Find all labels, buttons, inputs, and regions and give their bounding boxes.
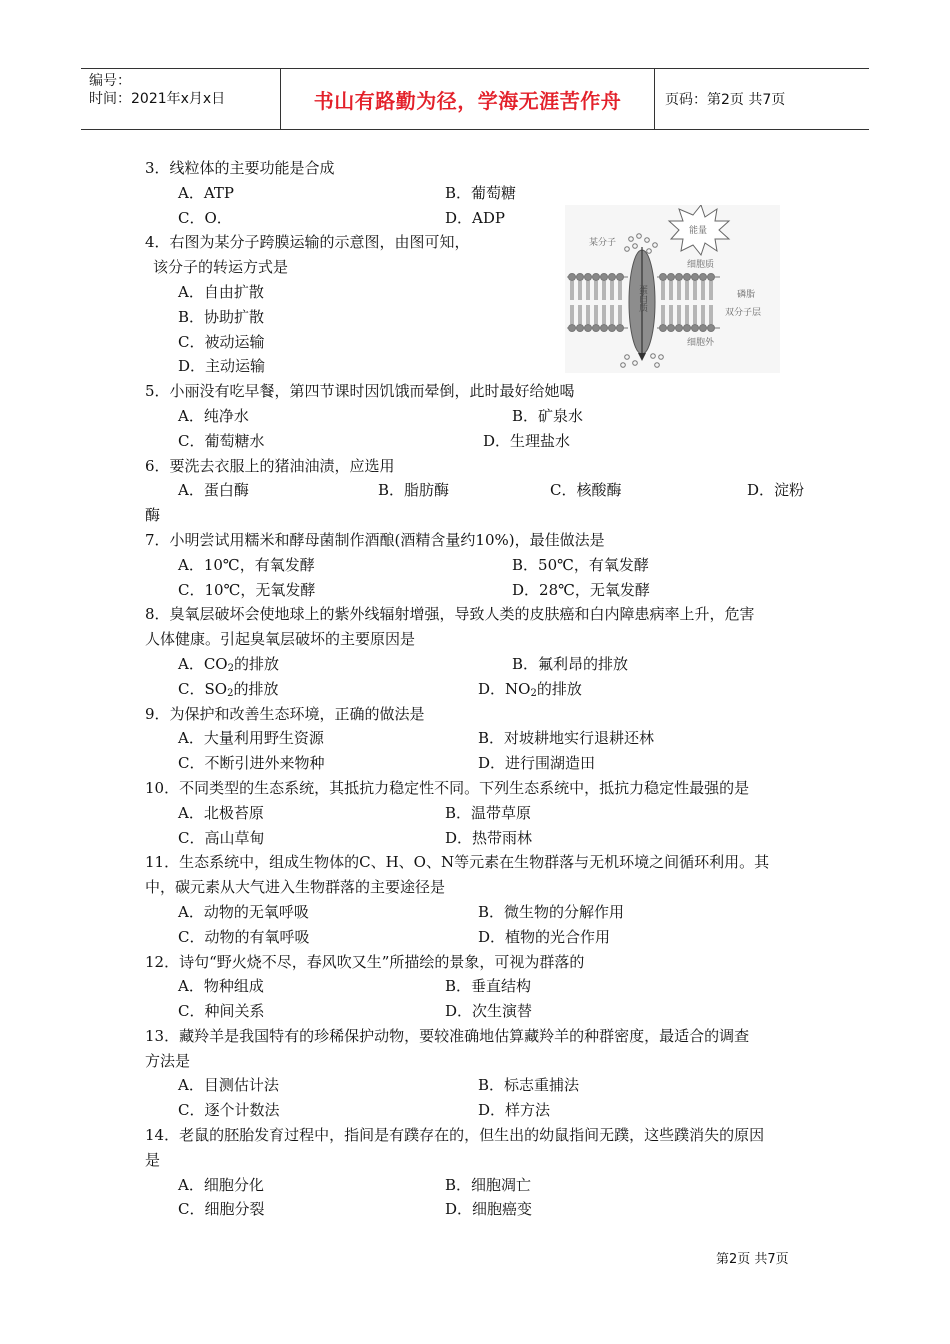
option-d: D．样方法 xyxy=(478,1101,551,1120)
option-c: C．动物的有氧呼吸 xyxy=(178,927,310,946)
option-d: D．细胞癌变 xyxy=(445,1200,533,1219)
question-3-stem: 3．线粒体的主要功能是合成 xyxy=(145,159,335,177)
option-c-subscript: 2 xyxy=(227,687,234,699)
option-c: C．被动运输 xyxy=(178,332,265,351)
question-12-options-row xyxy=(145,974,810,999)
question-7-stem: 7．小明尝试用糯米和酵母菌制作酒酿(酒精含量约10%)，最佳做法是 xyxy=(145,530,605,549)
question-8-stem: 8．臭氧层破坏会使地球上的紫外线辐射增强，导致人类的皮肤癌和白内障患病率上升，危害 xyxy=(145,605,755,624)
option-b: B．脂肪酶 xyxy=(378,481,450,500)
question-7-options-row xyxy=(145,553,810,578)
option-d: D．淀粉 xyxy=(747,481,805,500)
membrane-diagram xyxy=(565,205,780,373)
question-13-stem: 13．藏羚羊是我国特有的珍稀保护动物，要较准确地估算藏羚羊的种群密度，最适合的调查 xyxy=(145,1026,750,1045)
bilayer-label: 双分子层 xyxy=(725,308,762,318)
question-5-stem: 5．小丽没有吃早餐，第四节课时因饥饿而晕倒，此时最好给她喝 xyxy=(145,382,575,401)
header-page-code: 页码：第2页 共7页 xyxy=(665,92,786,108)
phospholipid-label: 磷脂 xyxy=(737,290,756,300)
question-9-options-row xyxy=(145,751,810,776)
question-6-options-row xyxy=(145,478,810,503)
membrane-transport-figure xyxy=(565,205,780,373)
option-a: A．蛋白酶 xyxy=(178,481,249,500)
option-d: D．主动运输 xyxy=(178,357,266,376)
question-14-options-row xyxy=(145,1173,810,1198)
question-10-options-row xyxy=(145,826,810,851)
question-13-options-row xyxy=(145,1098,810,1123)
question-9-stem: 9．为保护和改善生态环境，正确的做法是 xyxy=(145,704,425,723)
option-d: D．次生演替 xyxy=(445,1002,533,1021)
option-b: B．标志重捕法 xyxy=(478,1076,580,1095)
page-header xyxy=(81,68,869,130)
option-c-suffix: 的排放 xyxy=(233,679,279,698)
option-c: C．细胞分裂 xyxy=(178,1200,265,1219)
question-5-options-row xyxy=(145,429,810,454)
energy-label: 能量 xyxy=(689,226,708,236)
option-a-subscript: 2 xyxy=(227,662,234,674)
question-12-options-row xyxy=(145,999,810,1024)
option-a: A．自由扩散 xyxy=(178,282,264,301)
option-a xyxy=(178,652,279,677)
question-14-options-row xyxy=(145,1197,810,1222)
option-b: B．垂直结构 xyxy=(445,977,532,996)
option-c: C．核酸酶 xyxy=(550,481,622,500)
question-3-options-row xyxy=(145,181,810,206)
question-4-stem-cont: 该分子的转运方式是 xyxy=(153,258,289,277)
option-c: C．种间关系 xyxy=(178,1002,265,1021)
question-8-options-row xyxy=(145,677,810,702)
option-b: B．微生物的分解作用 xyxy=(478,902,625,921)
question-5-options-row xyxy=(145,404,810,429)
question-14-stem-cont: 是 xyxy=(145,1150,161,1169)
question-10-stem: 10．不同类型的生态系统，其抵抗力稳定性不同。下列生态系统中，抵抗力稳定性最强的是 xyxy=(145,778,750,797)
option-a: A．纯净水 xyxy=(178,406,249,425)
option-c: C．逐个计数法 xyxy=(178,1101,280,1120)
protein-label: 蛋白质 xyxy=(637,285,647,312)
option-a: A．10℃，有氧发酵 xyxy=(178,555,315,574)
question-11-options-row xyxy=(145,925,810,950)
option-c: C．高山草甸 xyxy=(178,828,265,847)
option-c: C．O． xyxy=(178,208,232,227)
option-d: D．热带雨林 xyxy=(445,828,533,847)
option-a-suffix: 的排放 xyxy=(233,654,279,673)
option-b: B．对坡耕地实行退耕还林 xyxy=(478,729,655,748)
option-b: B．50℃，有氧发酵 xyxy=(512,555,649,574)
option-a: A．物种组成 xyxy=(178,977,264,996)
option-d xyxy=(478,677,582,702)
option-b: B．温带草原 xyxy=(445,803,532,822)
question-9-options-row xyxy=(145,726,810,751)
option-c-formula: C．SO xyxy=(178,679,228,698)
option-d: D．进行围湖造田 xyxy=(478,754,596,773)
question-7-options-row xyxy=(145,578,810,603)
option-a: A．北极苔原 xyxy=(178,803,264,822)
option-d: D．28℃，无氧发酵 xyxy=(512,580,650,599)
header-number-label: 编号： xyxy=(89,73,131,89)
question-11-options-row xyxy=(145,900,810,925)
question-11-stem: 11．生态系统中，组成生物体的C、H、O、N等元素在生物群落与无机环境之间循环利用。其 xyxy=(145,853,770,872)
question-12-stem: 12．诗句“野火烧不尽，春风吹又生”所描绘的景象，可视为群落的 xyxy=(145,952,585,971)
question-14-stem: 14．老鼠的胚胎发育过程中，指间是有蹼存在的，但生出的幼鼠指间无蹼，这些蹼消失的原因 xyxy=(145,1126,765,1145)
option-b: B．氟利昂的排放 xyxy=(512,654,629,673)
outside-cell-label: 细胞外 xyxy=(687,338,715,348)
option-c: C．葡萄糖水 xyxy=(178,431,265,450)
cytoplasm-label: 细胞质 xyxy=(687,260,715,270)
option-d: D．ADP xyxy=(445,208,505,227)
option-b: B．矿泉水 xyxy=(512,406,584,425)
option-b: B．葡萄糖 xyxy=(445,183,517,202)
option-a: A．ATP xyxy=(178,183,234,202)
option-a: A．动物的无氧呼吸 xyxy=(178,902,309,921)
question-4-stem: 4．右图为某分子跨膜运输的示意图，由图可知， xyxy=(145,233,470,252)
option-d: D．生理盐水 xyxy=(483,431,571,450)
question-13-stem-cont: 方法是 xyxy=(145,1051,191,1070)
option-c: C．不断引进外来物种 xyxy=(178,754,325,773)
question-11-stem-cont: 中，碳元素从大气进入生物群落的主要途径是 xyxy=(145,878,446,897)
question-10-options-row xyxy=(145,801,810,826)
question-13-options-row xyxy=(145,1073,810,1098)
option-a: A．大量利用野生资源 xyxy=(178,729,324,748)
option-d-suffix: 的排放 xyxy=(536,679,582,698)
option-a-formula: A．CO xyxy=(178,654,228,673)
option-d-wrap: 酶 xyxy=(145,506,161,525)
question-6-stem: 6．要洗去衣服上的猪油油渍，应选用 xyxy=(145,456,395,475)
header-motto: 书山有路勤为径，学海无涯苦作舟 xyxy=(281,69,655,129)
option-b: B．协助扩散 xyxy=(178,307,265,326)
option-d-formula: D．NO xyxy=(478,679,531,698)
option-c: C．10℃，无氧发酵 xyxy=(178,580,316,599)
molecule-label: 某分子 xyxy=(589,238,617,248)
option-d-subscript: 2 xyxy=(530,687,537,699)
option-c xyxy=(178,677,278,702)
option-d: D．植物的光合作用 xyxy=(478,927,611,946)
option-b: B．细胞凋亡 xyxy=(445,1175,532,1194)
question-8-stem-cont: 人体健康。引起臭氧层破坏的主要原因是 xyxy=(145,630,416,649)
header-info-cell xyxy=(81,69,281,129)
header-date: 时间：2021年x月x日 xyxy=(89,91,226,107)
option-a: A．细胞分化 xyxy=(178,1175,264,1194)
question-8-options-row xyxy=(145,652,810,677)
page-footer: 第2页 共7页 xyxy=(716,1252,789,1267)
option-a: A．目测估计法 xyxy=(178,1076,279,1095)
